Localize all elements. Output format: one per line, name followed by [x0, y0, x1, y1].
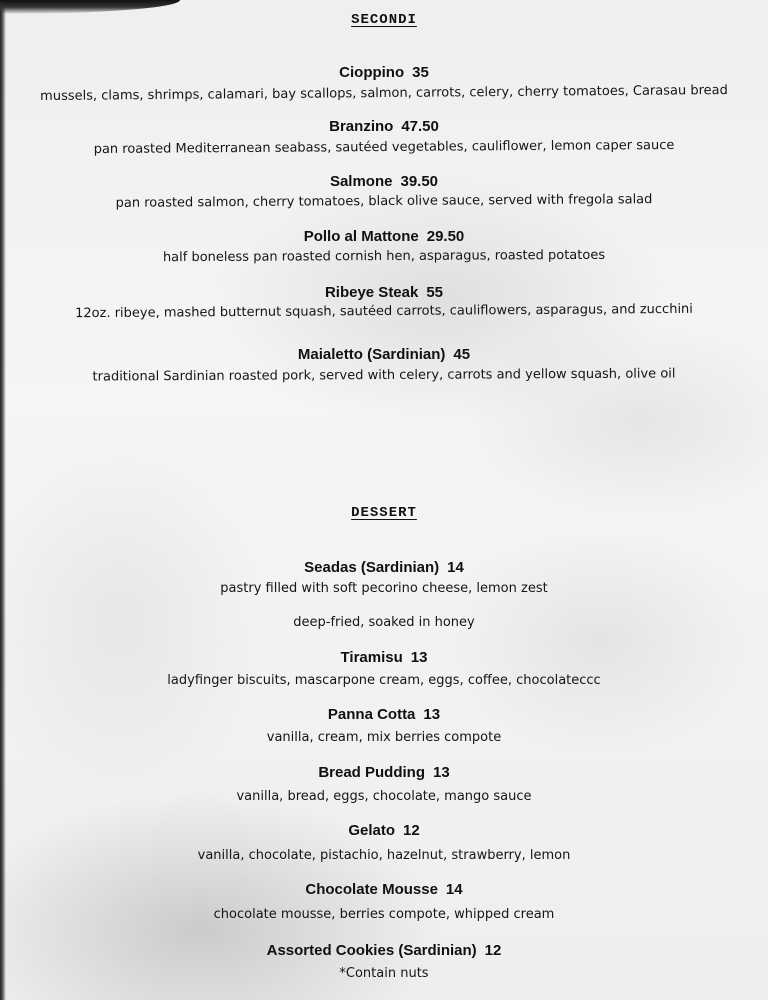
menu-item-desc-salmone: pan roasted salmon, cherry tomatoes, black olive sauce, served with fregola salad [115, 192, 653, 211]
item-price: 39.50 [400, 173, 439, 190]
menu-item-desc-bread-pudding: vanilla, bread, eggs, chocolate, mango sauce [236, 789, 532, 804]
menu-item-name-cioppino [0, 64, 768, 81]
item-price: 13 [432, 764, 450, 781]
item-name-text: Cioppino [339, 64, 405, 81]
section-title-secondi [0, 12, 768, 28]
item-price: 45 [453, 346, 471, 363]
menu-item-desc-chocolate-mousse: chocolate mousse, berries compote, whipped cream [213, 907, 555, 922]
item-price: 13 [410, 649, 428, 666]
menu-item-desc-ribeye-steak: 12oz. ribeye, mashed butternut squash, sautéed carrots, cauliflowers, asparagus, and zucchini [75, 301, 693, 322]
menu-item-desc-seadas-line2: deep-fried, soaked in honey [293, 615, 475, 630]
menu-item-name-branzino [0, 118, 768, 135]
menu-item-desc-seadas: pastry filled with soft pecorino cheese, lemon zest [220, 581, 548, 596]
menu-item-desc-panna-cotta: vanilla, cream, mix berries compote [266, 730, 502, 745]
item-name-text: Bread Pudding [318, 764, 425, 781]
menu-item-name-ribeye-steak [0, 284, 768, 301]
item-name-text: Ribeye Steak [324, 284, 419, 301]
menu-item-name-pollo-al-mattone [0, 228, 768, 245]
item-price: 29.50 [426, 228, 465, 245]
item-name-text: Seadas (Sardinian) [304, 559, 440, 576]
item-name-text: Assorted Cookies (Sardinian) [266, 942, 477, 959]
menu-item-name-chocolate-mousse [0, 881, 768, 898]
menu-item-name-bread-pudding [0, 764, 768, 781]
menu-item-desc-maialetto: traditional Sardinian roasted pork, served with celery, carrots and yellow squash, olive oil [92, 366, 676, 385]
menu-item-desc-gelato: vanilla, chocolate, pistachio, hazelnut, strawberry, lemon [197, 848, 571, 863]
item-price: 35 [412, 64, 429, 81]
item-name-text: Pollo al Mattone [303, 228, 419, 245]
menu-item-name-maialetto [0, 346, 768, 363]
item-name-text: Branzino [329, 118, 394, 135]
menu-item-name-seadas [0, 559, 768, 576]
item-price: 12 [403, 822, 420, 839]
item-price: 47.50 [401, 118, 439, 135]
menu-item-name-tiramisu [0, 649, 768, 666]
menu-item-desc-cioppino: mussels, clams, shrimps, calamari, bay scallops, salmon, carrots, celery, cherry tomatoes, Carasau bread [40, 82, 728, 105]
menu-item-name-panna-cotta [0, 706, 768, 723]
item-name-text: Maialetto (Sardinian) [297, 346, 446, 363]
section-title-dessert [0, 505, 768, 521]
item-price: 14 [445, 881, 463, 898]
menu-item-name-gelato [0, 822, 768, 839]
menu-item-desc-assorted-cookies: *Contain nuts [339, 966, 429, 981]
section-title-dessert-text: DESSERT [351, 505, 417, 521]
item-price: 12 [484, 942, 502, 959]
item-price: 14 [447, 559, 464, 576]
item-name-text: Tiramisu [340, 649, 403, 666]
menu-item-desc-pollo-al-mattone: half boneless pan roasted cornish hen, asparagus, roasted potatoes [162, 247, 606, 266]
section-title-secondi-text: SECONDI [351, 12, 417, 28]
item-name-text: Chocolate Mousse [305, 881, 438, 898]
menu-item-name-salmone [0, 173, 768, 190]
item-name-text: Salmone [329, 173, 393, 190]
item-price: 55 [426, 284, 444, 301]
item-price: 13 [423, 706, 441, 723]
menu-item-desc-branzino: pan roasted Mediterranean seabass, sautéed vegetables, cauliflower, lemon caper sauce [93, 137, 675, 158]
item-name-text: Gelato [348, 822, 395, 839]
menu-item-name-assorted-cookies [0, 942, 768, 959]
item-name-text: Panna Cotta [327, 706, 416, 723]
menu-item-desc-tiramisu: ladyfinger biscuits, mascarpone cream, eggs, coffee, chocolateccc [167, 673, 601, 688]
